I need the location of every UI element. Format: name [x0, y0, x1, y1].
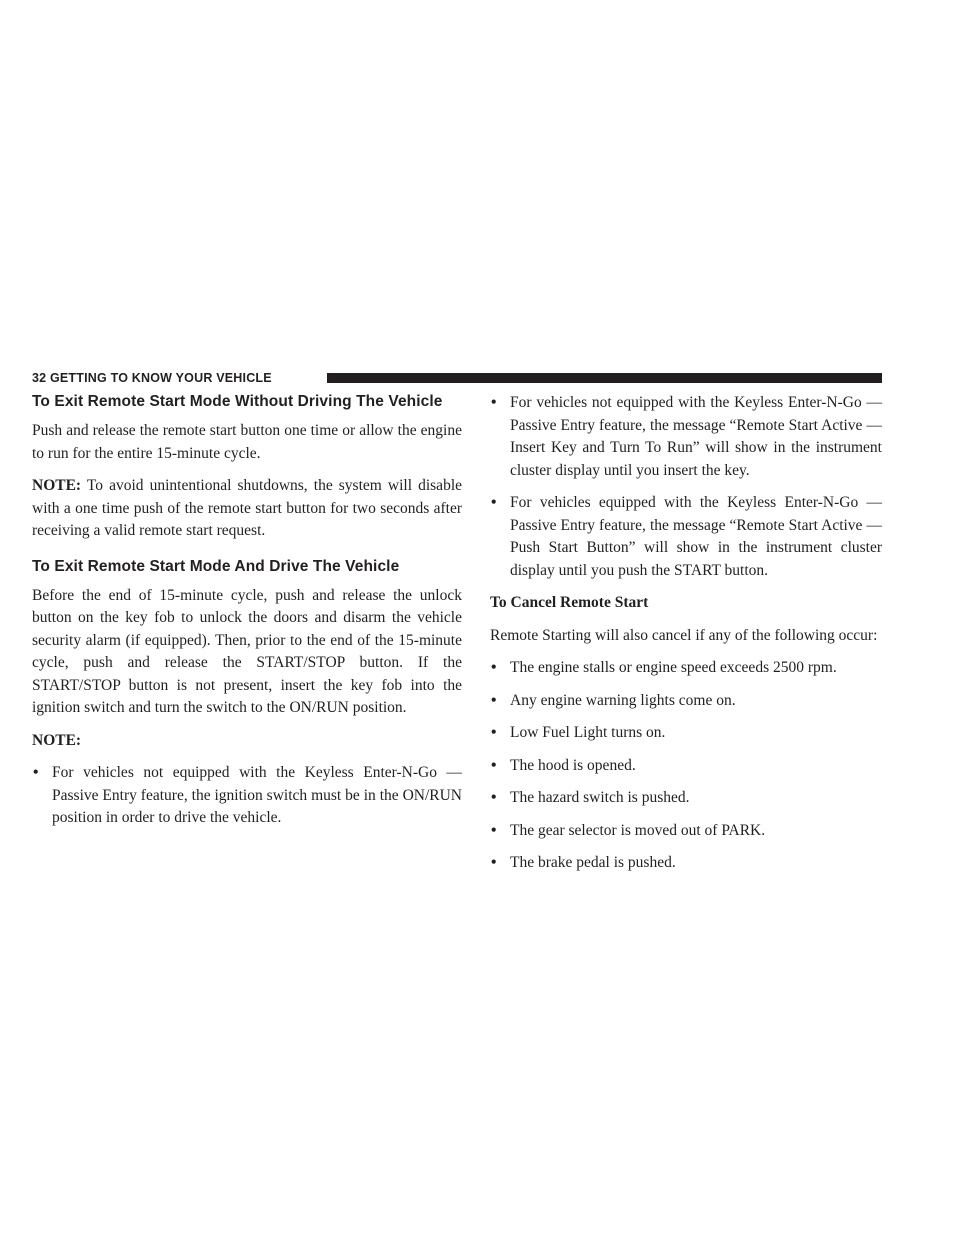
bullet-icon: • [491, 494, 497, 511]
note-paragraph [32, 475, 462, 543]
list-item: • Any engine warning lights come on. [490, 690, 882, 713]
note-label: NOTE: [32, 477, 82, 494]
bullet-icon: • [491, 789, 497, 806]
bullet-icon: • [33, 764, 39, 781]
list-item: • The brake pedal is pushed. [490, 852, 882, 875]
page-header [32, 371, 882, 385]
section-heading-exit-without-driving: To Exit Remote Start Mode Without Driving The Vehicle [32, 393, 443, 410]
list-item: • For vehicles not equipped with the Keyless Enter-N-Go — Passive Entry feature, the message “Remote Start Active — Insert Key and Turn To Run” will show in the instrument cluster display until you insert the key. [491, 394, 882, 479]
note-label-standalone: NOTE: [32, 731, 82, 749]
cancel-conditions-list [490, 657, 882, 875]
section-heading-exit-and-drive: To Exit Remote Start Mode And Drive The Vehicle [32, 557, 400, 575]
list-item: • The hazard switch is pushed. [490, 787, 882, 810]
paragraph-exit-and-drive: Before the end of 15-minute cycle, push and release the unlock button on the key fob to unlock the doors and disarm the vehicle security alarm (if equipped). Then, prior to the end of the 15-minute cycle, push and release the START/STOP button. If the START/STOP button is not present, insert the key fob into the ignition switch and turn the switch to the ON/RUN position. [32, 586, 462, 716]
subheading-cancel-remote-start: To Cancel Remote Start [490, 594, 649, 611]
header-rule-bar [327, 373, 882, 383]
page-header-label: 32 GETTING TO KNOW YOUR VEHICLE [32, 371, 272, 385]
left-bullet-list [32, 762, 462, 830]
bullet-icon: • [491, 394, 497, 411]
bullet-icon: • [491, 821, 497, 839]
note-text: To avoid unintentional shutdowns, the system will disable with a one time push of the remote start button for two seconds after receiving a valid remote start request. [32, 477, 462, 539]
paragraph-cancel-conditions: Remote Starting will also cancel if any of the following occur: [490, 626, 878, 644]
list-item: • Low Fuel Light turns on. [490, 722, 882, 745]
bullet-icon: • [491, 691, 497, 709]
paragraph-exit-without-driving: Push and release the remote start button one time or allow the engine to run for the entire 15-minute cycle. [32, 422, 462, 462]
bullet-icon: • [491, 659, 497, 676]
bullet-icon: • [491, 756, 497, 774]
list-item: • For vehicles not equipped with the Keyless Enter-N-Go — Passive Entry feature, the ignition switch must be in the ON/RUN position in order to drive the vehicle. [33, 764, 462, 826]
left-column [32, 392, 462, 840]
list-item: • For vehicles equipped with the Keyless Enter-N-Go — Passive Entry feature, the message “Remote Start Active — Push Start Button” will show in the instrument cluster display until you push the START button. [491, 494, 882, 579]
bullet-icon: • [491, 724, 497, 741]
list-item: • The hood is opened. [490, 755, 882, 778]
list-item: • The gear selector is moved out of PARK. [490, 820, 882, 843]
right-column [490, 392, 882, 885]
bullet-icon: • [491, 854, 497, 871]
right-top-bullet-list [490, 392, 882, 582]
list-item: • The engine stalls or engine speed exceeds 2500 rpm. [490, 657, 882, 680]
